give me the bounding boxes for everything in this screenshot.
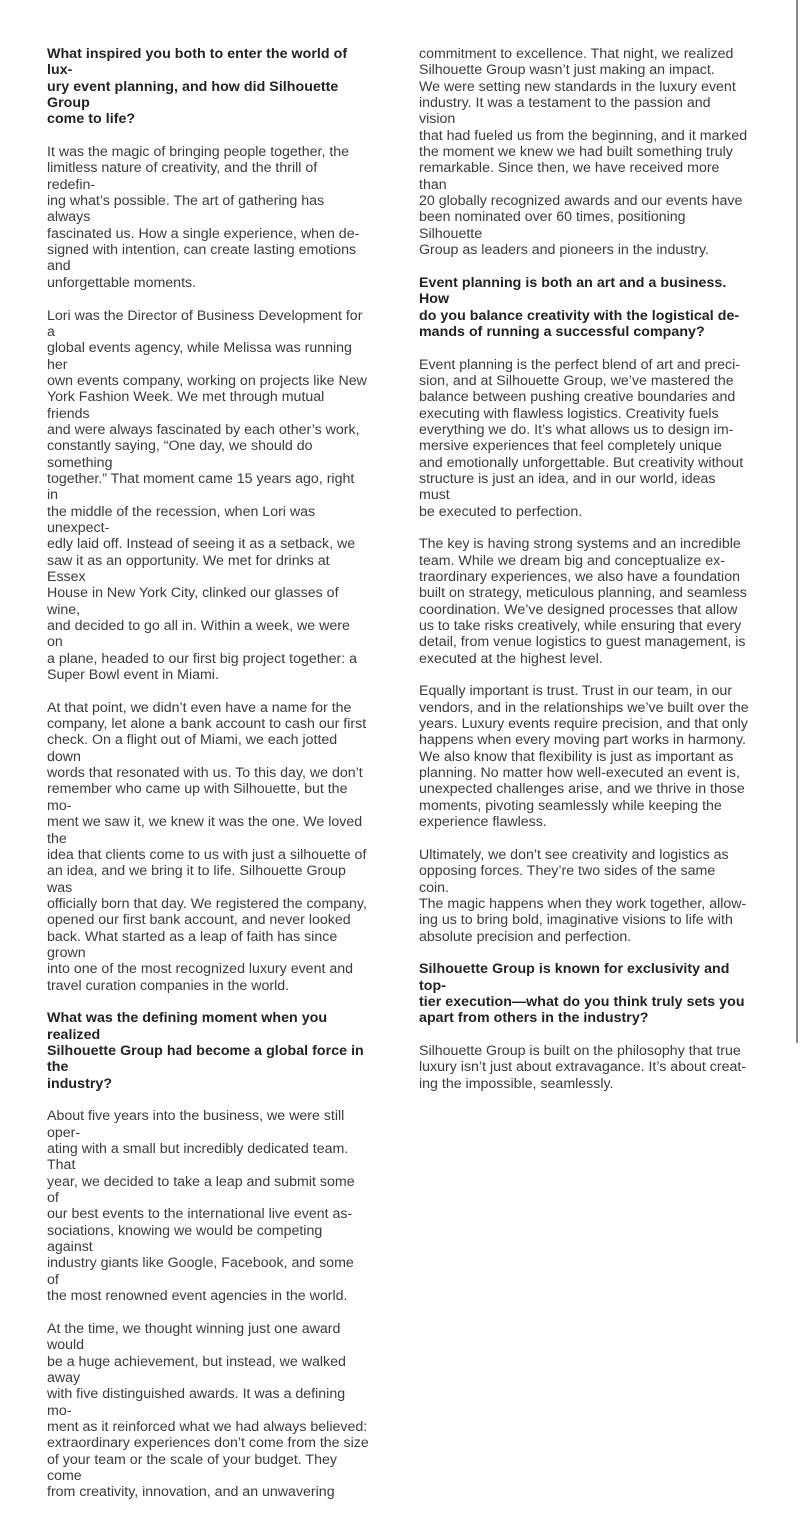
text-line: saw it as an opportunity. We met for drinks at Essex [47,552,330,585]
text-line: commitment to excellence. That night, we realized [419,46,734,62]
text-line: mersive experiences that feel completely unique [419,438,722,455]
interview-answer-paragraph [47,700,369,994]
interview-question [419,275,749,340]
text-line: balance between pushing creative boundaries and [419,389,736,406]
text-line: industry? [47,1075,113,1092]
text-line: with five distinguished awards. It was a defining mo- [47,1386,346,1419]
text-line: experience flawless. [419,814,547,831]
text-line: the middle of the recession, when Lori was unexpect- [47,503,316,536]
text-line: everything we do. It’s what allows us to design im- [419,421,734,438]
text-line: our best events to the international live event as- [47,1206,353,1223]
text-line: Equally important is trust. Trust in our team, in our [419,683,733,700]
text-line: Event planning is both an art and a business. How [419,274,727,308]
text-line: Silhouette Group is built on the philosophy that true [419,1042,741,1059]
text-line: industry giants like Google, Facebook, and some of [47,1255,354,1288]
text-line: words that resonated with us. To this day, we don’t [47,765,363,782]
text-line: The magic happens when they work together, allow- [419,895,747,912]
text-line: from creativity, innovation, and an unwavering [47,1484,335,1501]
interview-question [419,961,749,1026]
text-line: and decided to go all in. Within a week, we were on [47,618,350,651]
text-line: absolute precision and perfection. [419,928,632,945]
text-line: fascinated us. How a single experience, when de- [47,225,360,242]
interview-answer-paragraph [47,308,369,684]
text-line: own events company, working on projects like New [47,372,367,389]
text-line: Event planning is the perfect blend of art and preci- [419,356,740,373]
text-line: remarkable. Since then, we have received more than [419,160,720,193]
text-line: been nominated over 60 times, positioning Silhouette [419,209,686,242]
text-line: tier execution—what do you think truly sets you [419,993,745,1010]
text-line: executed at the highest level. [419,650,603,667]
text-line: industry. It was a testament to the passion and vision [419,95,711,128]
interview-answer-paragraph [47,144,369,291]
text-line: built on strategy, meticulous planning, and seamless [419,585,747,602]
text-line: sion, and at Silhouette Group, we’ve mastered the [419,372,734,389]
interview-answer-paragraph [419,46,749,258]
text-line: planning. No matter how well-executed an event is, [419,765,740,782]
text-line: Silhouette Group is known for exclusivity and top- [419,961,730,994]
text-line: Group as leaders and pioneers in the industry. [419,242,709,259]
text-line: Ultimately, we don’t see creativity and logistics as [419,846,729,863]
text-line: limitless nature of creativity, and the thrill of redefin- [47,160,318,193]
text-line: global events agency, while Melissa was running her [47,340,352,373]
text-line: into one of the most recognized luxury event and [47,961,354,978]
text-line: About five years into the business, we were still oper- [47,1108,345,1141]
text-line: a plane, headed to our first big project together: a [47,650,357,667]
left-column [47,46,369,1517]
text-line: team. While we dream big and conceptualize ex- [419,552,725,569]
interview-question [47,46,369,128]
interview-answer-paragraph [419,536,749,667]
text-line: At that point, we didn’t even have a name for the [47,699,352,716]
text-line: year, we decided to take a leap and submit some of [47,1173,355,1207]
text-line: detail, from venue logistics to guest management, is [419,634,746,651]
text-line: come to life? [47,111,136,128]
text-line: sociations, knowing we would be competing against [47,1222,323,1256]
text-line: mands of running a successful company? [419,323,705,340]
text-line: edly laid off. Instead of seeing it as a setback, we [47,536,356,553]
page-edge-divider [796,0,798,1043]
text-line: opposing forces. They’re two sides of the same coin. [419,863,716,896]
text-line: Lori was the Director of Business Development for a [47,307,363,340]
text-line: ating with a small but incredibly dedicated team. That [47,1141,349,1174]
right-column [419,46,749,1108]
text-line: Super Bowl event in Miami. [47,667,219,684]
text-line: an idea, and we bring it to life. Silhouette Group was [47,863,346,896]
text-line: What inspired you both to enter the world of lux- [47,46,348,79]
text-line: extraordinary experiences don’t come from the size [47,1435,369,1452]
text-line: York Fashion Week. We met through mutual friends [47,389,325,422]
text-line: constantly saying, “One day, we should do something [47,438,313,471]
text-line: signed with intention, can create lasting emotions and [47,242,357,275]
text-line: 20 globally recognized awards and our events have [419,193,743,210]
text-line: moments, pivoting seamlessly while keeping the [419,797,722,814]
text-line: the moment we knew we had built something truly [419,144,733,161]
text-line: Silhouette Group wasn’t just making an impact. [419,62,715,79]
interview-answer-paragraph [419,683,749,830]
text-line: years. Luxury events require precision, and that only [419,716,748,733]
text-line: and were always fascinated by each other’s work, [47,421,360,438]
text-line: What was the defining moment when you realized [47,1010,328,1043]
text-line: be executed to perfection. [419,503,583,520]
text-line: us to take risks creatively, while ensuring that every [419,618,742,635]
interview-question [47,1010,369,1092]
text-line: vendors, and in the relationships we’ve built over the [419,699,749,716]
text-line: luxury isn’t just about extravagance. It’s about creat- [419,1059,747,1076]
text-line: traordinary experiences, we also have a foundation [419,569,740,585]
text-line: idea that clients come to us with just a silhouette of [47,846,367,863]
text-line: apart from others in the industry? [419,1010,649,1027]
text-line: At the time, we thought winning just one award would [47,1320,341,1354]
interview-answer-paragraph [419,357,749,520]
text-line: ing what’s possible. The art of gathering has always [47,193,325,226]
interview-answer-paragraph [47,1321,369,1501]
text-line: of your team or the scale of your budget. They come [47,1451,337,1484]
text-line: back. What started as a leap of faith has since grown [47,928,338,961]
text-line: ury event planning, and how did Silhouette Group [47,78,339,112]
text-line: coordination. We’ve designed processes that allow [419,601,738,618]
text-line: structure is just an idea, and in our world, ideas must [419,470,716,504]
text-line: check. On a flight out of Miami, we each jotted down [47,732,338,765]
text-line: executing with flawless logistics. Creativity fuels [419,405,719,422]
text-line: ing the impossible, seamlessly. [419,1075,614,1092]
text-line: House in New York City, clinked our glasses of wine, [47,585,339,618]
text-line: unforgettable moments. [47,274,197,291]
text-line: and emotionally unforgettable. But creativity without [419,454,744,471]
text-line: ing us to bring bold, imaginative visions to life with [419,912,733,929]
text-line: ment we saw it, we knew it was the one. We loved the [47,814,363,847]
text-line: opened our first bank account, and never looked [47,912,351,929]
text-line: the most renowned event agencies in the world. [47,1288,348,1305]
text-line: ment as it reinforced what we had always believed: [47,1418,368,1435]
text-line: together.” That moment came 15 years ago, right in [47,470,355,504]
text-line: It was the magic of bringing people together, the [47,144,350,161]
text-line: happens when every moving part works in harmony. [419,732,746,749]
text-line: remember who came up with Silhouette, but the mo- [47,781,348,814]
text-line: do you balance creativity with the logistical de- [419,307,740,324]
text-line: unexpected challenges arise, and we thrive in those [419,781,745,798]
interview-answer-paragraph [419,1043,749,1092]
text-line: be a huge achievement, but instead, we walked away [47,1353,346,1386]
text-line: We were setting new standards in the luxury event [419,78,736,95]
text-line: officially born that day. We registered the company, [47,895,367,912]
text-line: that had fueled us from the beginning, and it marked [419,127,748,144]
text-line: The key is having strong systems and an incredible [419,536,741,553]
text-line: company, let alone a bank account to cash our first [47,716,367,733]
interview-answer-paragraph [419,847,749,945]
interview-answer-paragraph [47,1108,369,1304]
text-line: travel curation companies in the world. [47,977,290,994]
text-line: Silhouette Group had become a global force in the [47,1042,364,1076]
text-line: We also know that flexibility is just as important as [419,748,734,765]
